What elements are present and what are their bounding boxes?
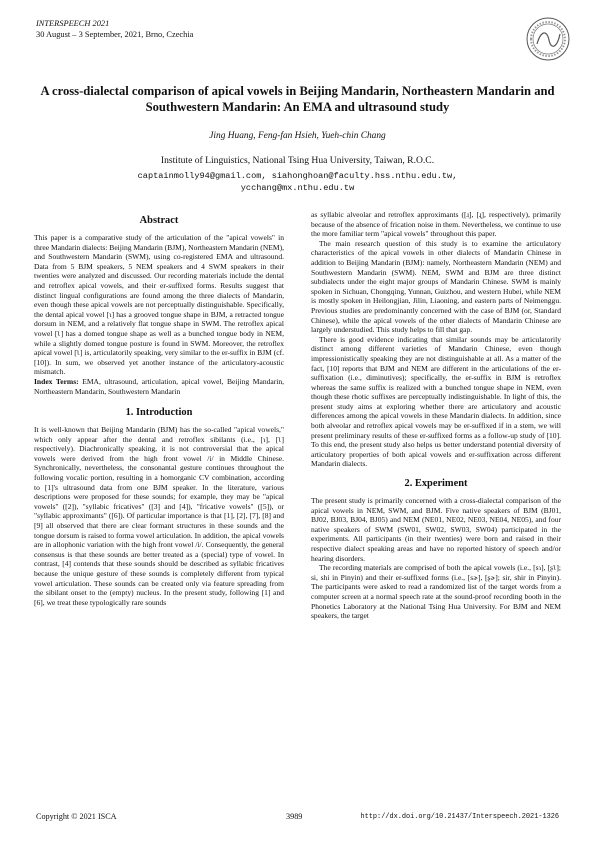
index-terms-label: Index Terms: [34, 376, 79, 386]
copyright-notice: Copyright © 2021 ISCA [36, 812, 117, 821]
materials-paragraph: The recording materials are comprised of both the apical vowels (i.e., [sɿ], [ʂʅ]; si, shi in Pinyin) and their er-suffixed forms (i.e., [sɚ], [ʂɚ]; sir, shir in Pinyin). The participants were asked to read a randomized list of the target words from a computer screen at a normal speech rate at the sound-proof recording booth in the Phonetics Laboratory at the National Tsing Hua University. For BJM and NEM speakers, the target [311, 563, 561, 621]
running-header [36, 18, 193, 40]
right-column [311, 210, 561, 621]
doi-link[interactable]: http://dx.doi.org/10.21437/Interspeech.2021-1326 [360, 813, 559, 821]
abstract-heading: Abstract [139, 215, 179, 226]
index-terms [34, 377, 284, 396]
index-terms-text: EMA, ultrasound, articulation, apical vowel, Beijing Mandarin, Northeastern Mandarin, Southwestern Mandarin [34, 376, 284, 396]
introduction-text: It is well-known that Beijing Mandarin (BJM) has the so-called "apical vowels," which only appear after the dental and retroflex sibilants (i.e., [ɿ], [ʅ] respectively). Diachronically speaking, it is not controversial that the apical vowels were derived from the high front vowel /i/ in Middle Chinese. Synchronically, nevertheless, the consonantal gesture continues throughout the following vocalic portion, resulting in a homorganic CV combination, according to [1]'s ultrasound data from one BJM speaker. In the literature, various descriptions were proposed for these sounds; for example, they may be "apical vowels" ([2]), "syllabic fricatives" ([3] and [4]), "fricative vowels" ([5]), or "syllabic approximants" ([6]). Of particular importance is that [1], [2], [7], [8] and [9] all observed that there are clear formant structures in these sounds and the tongue dorsum is raised to forma vowel articulation. In addition, the apical vowels are in allophonic variation with the high front vowel /i/. Consequently, the general consensus is that these sounds are better treated as a (special) type of vowel. In contrast, [4] contends that these sounds should be described as syllabic fricatives because the unique gesture of these sounds is completely different from typical vowel articulation. These sounds can be created only via feature spreading from the sibilant onset to the (empty) nucleus. In the present study, following [1] and [6], we treat these typologically rare sounds [34, 425, 284, 607]
abstract-text: This paper is a comparative study of the articulation of the "apical vowels" in three Mandarin dialects: Beijing Mandarin (BJM), Northeastern Mandarin (NEM), and Southwestern Mandarin (SWM), using co-registered EMA and ultrasound. Data from 5 BJM speakers, 5 NEM speakers and 4 SWM speakers in their twenties were analyzed and discussed. Our recording materials include the dental and retroflex apical vowels, and their er-suffixed forms. Results suggest that distinct lingual configurations are found among the three dialects of Mandarin, even though these apical vowels are not perceptually distinguishable. Specifically, the dental apical vowel [ɿ] has a grooved tongue shape in BJM, a retracted tongue dorsum in NEM, and a relatively flat tongue shape in SWM. The retroflex apical vowel [ʅ] has a domed tongue shape as well as a bunched tongue body in NEM, while a slightly domed tongue posture is found in SWM. Moreover, the retroflex apical vowel [ʅ] is, articulatorily speaking, very similar to the er-suffix in BJM (cf. [10]). In sum, we observed yet another instance of the articulatory-acoustic mismatch. [34, 233, 284, 377]
participants-paragraph: The present study is primarily concerned with a cross-dialectal comparison of the apical vowels in NEM, SWM, and BJM. Five native speakers of BJM (BJ01, BJ02, BJ03, BJ04, BJ05) and NEM (NE01, NE02, NE03, NE04, NE05), and four native speakers of SWM (SW01, SW02, SW03, SW04) participated in the experiments. All participants (in their twenties) were born and raised in their respective dialect speaking areas and have no reported history of speech and/or hearing disorders. [311, 496, 561, 563]
email-line-1[interactable]: captainmolly94@gmail.com, siahonghoan@faculty.hss.nthu.edu.tw, [137, 171, 458, 181]
left-column [34, 210, 284, 607]
introduction-heading: 1. Introduction [125, 407, 193, 419]
email-line-2[interactable]: ycchang@mx.nthu.edu.tw [240, 182, 355, 193]
author-emails [40, 171, 555, 194]
intro-continued-paragraph: as syllabic alveolar and retroflex approximants ([ɹ̩], [ɻ̩], respectively), primarily because of the absence of frication noise in them. Nevertheless, we continue to use the more familiar term "apical vowels" throughout this paper. [311, 210, 562, 239]
articulation-evidence-paragraph: There is good evidence indicating that similar sounds may be articulatorily distinct among different varieties of Mandarin Chinese, even though impressionistically speaking they are not distinguishable at all. As a matter of the fact, [10] reports that BJM and NEM are different in the articulations of the er-suffixation (i.e., diminutives); specifically, the er-suffix in BJM is retroflex whereas the same suffix is realized with a bunched tongue shape in NEM, even though these rhotic suffixes are perceptually indistinguishable. In light of this, the present study aims at exploring whether there are articulatory and acoustic differences among the apical vowels in these Mandarin dialects. In addition, since both alveolar and retroflex apical vowels may be er-suffixed if in a stem, we will present preliminary results of these er-suffixed forms as a follow-up study of [10]. To this end, the present study also helps us better understand potential diversity of articulatory properties of both apical vowels and er-suffixation across different Mandarin dialects. [311, 334, 561, 469]
paper-title: A cross-dialectal comparison of apical vowels in Beijing Mandarin, Northeastern Mandarin and Southwestern Mandarin: An EMA and ultrasound study [40, 84, 555, 114]
experiment-heading: 2. Experiment [404, 478, 468, 490]
conference-dates: 30 August – 3 September, 2021, Brno, Czechia [36, 30, 194, 39]
author-affiliation: Institute of Linguistics, National Tsing Hua University, Taiwan, R.O.C. [160, 155, 435, 166]
page-number: 3989 [286, 812, 303, 821]
research-question-paragraph: The main research question of this study is to examine the articulatory characteristics of the apical vowels in other dialects of Mandarin Chinese in addition to Beijing Mandarin (BJM): namely, Northeastern Mandarin (NEM) and Southwestern Mandarin (SWM). NEM, SWM and BJM are three distinct subdialects under the eight major groups of Mandarin Chinese. SWM is mainly spoken in Sichuan, Chongqing, Yunnan, Guizhou, and western Hubei, while NEM is mostly spoken in Heilongjian, Jilin, Liaoning, and eastern parts of Neimenggu. Previous studies are predominantly concerned with the case of BJM (or, Standard Chinese), while the apical vowels of the other dialects of Mandarin Chinese are largely understudied. This study helps to fill that gap. [311, 238, 561, 335]
paper-authors: Jing Huang, Feng-fan Hsieh, Yueh-chin Chang [209, 131, 386, 141]
conference-name: INTERSPEECH 2021 [36, 19, 110, 28]
isca-seal-logo [525, 16, 571, 62]
